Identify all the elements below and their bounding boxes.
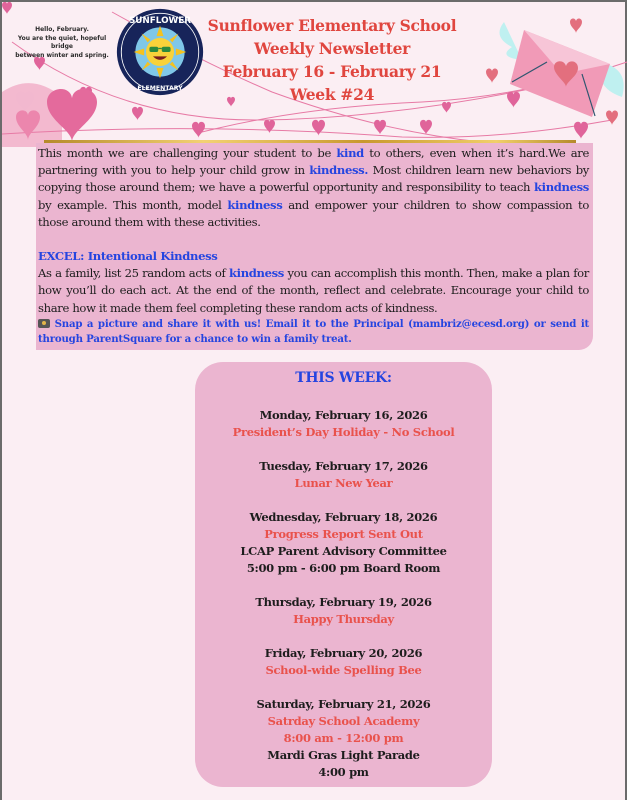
- keyword-kindness: kindness: [533, 180, 589, 195]
- svg-text:SUNFLOWER: SUNFLOWER: [128, 15, 192, 26]
- keyword-kindness: kindness: [227, 197, 283, 212]
- event-line: 4:00 pm: [318, 765, 369, 779]
- date-range: February 16 - February 21: [222, 62, 442, 81]
- camera-icon: [38, 319, 50, 328]
- quote-line: Hello, February.: [35, 26, 89, 33]
- event-line: Progress Report Sent Out: [264, 527, 423, 541]
- february-quote: [12, 26, 112, 60]
- event-tuesday: [195, 458, 492, 492]
- keyword-kindness: kindness: [228, 266, 284, 281]
- event-line: 5:00 pm - 6:00 pm Board Room: [246, 561, 441, 575]
- event-line: Mardi Gras Light Parade: [267, 748, 420, 762]
- excel-paragraph: As a family, list 25 random acts of kindness you can accomplish this month. Then, make a plan for how you’ll do each act. At the end of the month, reflect and celebrate. Encourage your child to share how it made them feel completing these random acts of kindness.: [38, 266, 589, 315]
- snap-picture-callout: Snap a picture and share it with us! Email it to the Principal (mambriz@ecesd.org) or send it through ParentSquare for a chance to win a family treat.: [38, 317, 589, 345]
- kindness-intro-box: [36, 143, 593, 350]
- event-date: Tuesday, February 17, 2026: [259, 459, 428, 473]
- event-line: Lunar New Year: [294, 476, 393, 490]
- event-line: School-wide Spelling Bee: [265, 663, 422, 677]
- svg-text:ELEMENTARY: ELEMENTARY: [137, 84, 183, 92]
- newsletter-title: [202, 14, 462, 106]
- event-date: Saturday, February 21, 2026: [256, 697, 431, 711]
- event-date: Wednesday, February 18, 2026: [249, 510, 438, 524]
- week-number: Week #24: [289, 85, 375, 104]
- event-thursday: [195, 594, 492, 628]
- keyword-kindness: kindness.: [309, 163, 369, 178]
- flying-envelope-icon: [486, 18, 624, 125]
- event-line: President’s Day Holiday - No School: [232, 425, 455, 439]
- newsletter-header: [2, 2, 627, 142]
- event-line: Satrday School Academy: [267, 714, 420, 728]
- quote-line: You are the quiet, hopeful bridge: [17, 34, 107, 50]
- this-week-box: [195, 362, 492, 787]
- quote-line: between winter and spring.: [15, 51, 109, 59]
- event-date: Thursday, February 19, 2026: [255, 595, 432, 609]
- event-date: Monday, February 16, 2026: [259, 408, 428, 422]
- this-week-heading: THIS WEEK:: [295, 370, 392, 386]
- excel-heading: EXCEL: Intentional Kindness: [38, 249, 218, 264]
- event-date: Friday, February 20, 2026: [264, 646, 423, 660]
- event-line: 8:00 am - 12:00 pm: [283, 731, 404, 745]
- event-line: Happy Thursday: [293, 612, 394, 626]
- event-wednesday: [195, 509, 492, 577]
- sunflower-elementary-logo: [116, 8, 204, 96]
- newsletter-name: Weekly Newsletter: [254, 39, 410, 58]
- event-monday: [195, 407, 492, 441]
- event-friday: [195, 645, 492, 679]
- keyword-kind: kind: [336, 146, 364, 160]
- intro-paragraph: This month we are challenging your student to be kind to others, even when it’s hard.We are partnering with you to help your child grow in kindness. Most children learn new behaviors by copying those around them; we have a powerful opportunity and responsibility to teach kindness by example. This month, model kindness and empower your children to show compassion to those around them with these activities.: [38, 146, 590, 229]
- event-saturday: [195, 696, 492, 781]
- school-name: Sunflower Elementary School: [207, 16, 457, 35]
- event-line: LCAP Parent Advisory Committee: [240, 544, 447, 558]
